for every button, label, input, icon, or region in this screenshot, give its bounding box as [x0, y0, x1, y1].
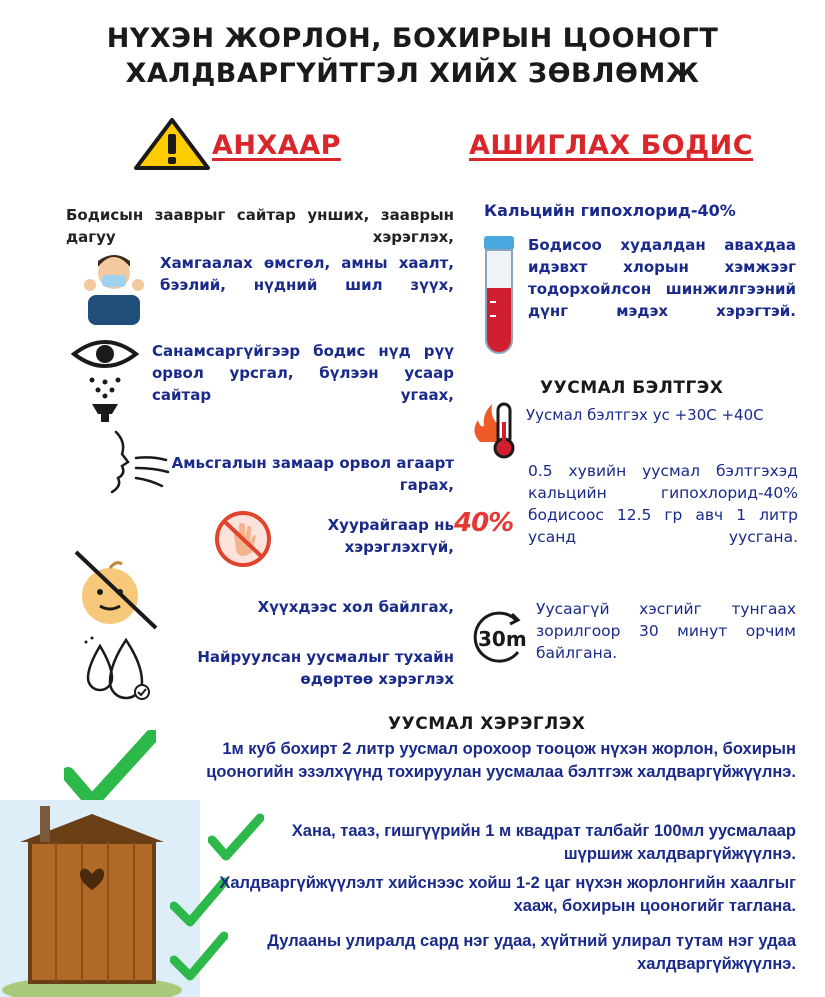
page-title-line-1: НҮХЭН ЖОРЛОН, БОХИРЫН ЦООНОГТ: [106, 23, 719, 54]
timer-label: 30m: [478, 627, 527, 651]
usage-item-surfaces: Хана, тааз, гишгүүрийн 1 м квадрат талбайг 100мл уусмалаар шүршиж халдваргүйжүүлнэ.: [291, 822, 796, 863]
keep-away-from-children-icon: [72, 548, 160, 634]
substance-purchase-note: Бодисоо худалдан авахдаа идэвхт хлорын хэмжээг тодорхойлсон шинжилгээний дүнг мэдэх хэрэгтэй.: [528, 236, 796, 320]
use-solution-heading: УУСМАЛ ХЭРЭГЛЭХ: [388, 714, 586, 734]
warning-heading: АНХААР: [212, 130, 341, 161]
warning-item-eye-contact: Санамсаргүйгээр бодис нүд рүү орвол урсгал, бүлээн усаар сайтар угаах,: [152, 342, 454, 404]
thermometer-flame-icon: [468, 398, 520, 460]
dilution-instructions: 0.5 хувийн уусмал бэлтгэхэд кальцийн гипохлорид-40% бодисоос 12.5 гр авч 1 литр усанд уусгана.: [528, 462, 798, 546]
warning-item-protective-gear: Хамгаалах өмсгөл, амны хаалт, бээлий, нүдний шил зүүх,: [160, 254, 454, 294]
warning-item-inhalation: Амьсгалын замаар орвол агаарт гарах,: [171, 454, 454, 494]
warning-item-same-day: Найруулсан уусмалыг тухайн өдөртөө хэрэглэх: [197, 648, 454, 688]
warning-triangle-icon: [134, 118, 210, 170]
check-mark-icon: [208, 812, 264, 862]
check-mark-icon: [64, 730, 156, 808]
warning-intro: Бодисын заавpыг сайтар унших, заавpын дагуу хэрэглэх,: [66, 206, 454, 246]
settle-instructions: Уусаагүй хэсгийг тунгаах зорилгоор 30 минут орчим байлгана.: [536, 600, 796, 662]
water-temperature: Уусмал бэлтгэх ус +30С +40С: [526, 406, 764, 424]
eye-wash-icon: [70, 334, 140, 424]
percent-badge: 40%: [454, 508, 514, 538]
prepare-solution-heading: УУСМАЛ БЭЛТГЭХ: [540, 378, 724, 398]
warning-item-no-dry-use: Хуурайгаар нь хэрэглэхгүй,: [327, 516, 454, 556]
usage-item-frequency: Дулааны улиралд сард нэг удаа, хүйтний улирал тутам нэг удаа халдваргүйжүүлнэ.: [267, 932, 796, 973]
page-title-line-2: ХАЛДВАРГҮЙТГЭЛ ХИЙХ ЗӨВЛӨМЖ: [125, 58, 700, 89]
usage-item-close-door: Халдваргүйжүүлэлт хийснээс хойш 1-2 цаг нүхэн жорлонгийн хаалгыг хааж, бохирын цооногийг таглана.: [219, 874, 796, 915]
no-dry-use-hand-icon: [214, 510, 272, 568]
substance-heading: АШИГЛАХ БОДИС: [469, 130, 754, 161]
warning-item-children: Хүүхдээс хол байлгах,: [257, 598, 454, 616]
timer-30-minutes-icon: [468, 608, 530, 668]
test-tube-icon: [476, 232, 522, 360]
face-mask-person-icon: [80, 245, 148, 325]
solution-drops-icon: [78, 636, 158, 706]
substance-name: Кальцийн гипохлорид-40%: [484, 201, 736, 220]
usage-item-dosage: 1м куб бохирт 2 литр уусмал орохоор тооцож нүхэн жорлон, бохирын цооногийн эзэлхүүнд тохируулан уусмалаа бэлтгэж халдваргүйжүүлнэ.: [206, 740, 796, 781]
